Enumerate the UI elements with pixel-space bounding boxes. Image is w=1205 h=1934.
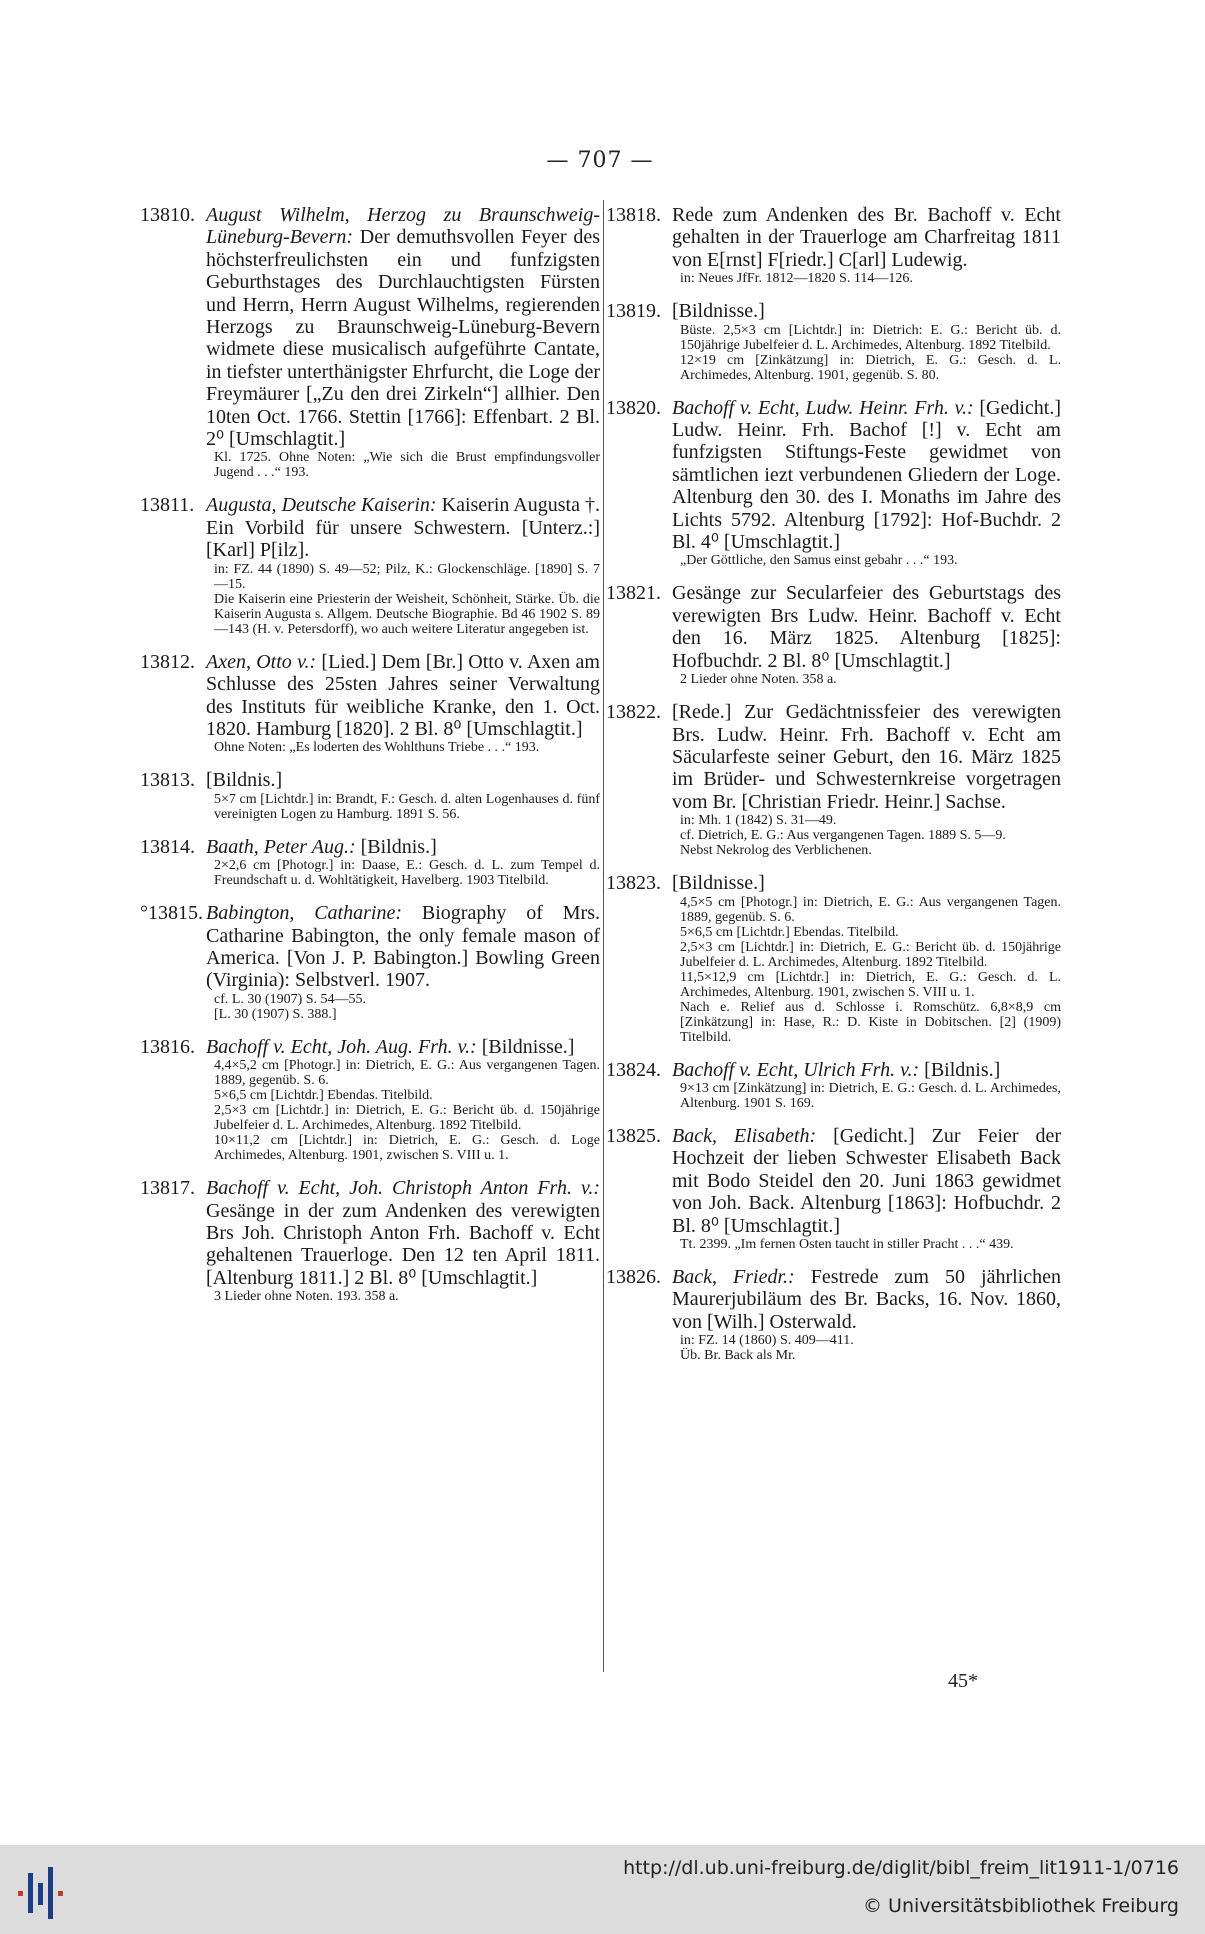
entry-note: Büste. 2,5×3 cm [Lichtdr.] in: Dietrich: E. G.: Bericht üb. d. 150jährige Jubelfeier d. L. Archimedes, Altenburg. 1892 Titelbild.: [680, 322, 1061, 353]
entry-author: Axen, Otto v.:: [206, 650, 317, 673]
entry-author: Babington, Catharine:: [206, 902, 402, 925]
entry-note: 5×7 cm [Lichtdr.] in: Brandt, F.: Gesch. d. alten Logenhauses d. fünf vereinigten Logen zu Hamburg. 1891 S. 56.: [214, 791, 600, 822]
entry-note: in: Neues JfFr. 1812—1820 S. 114—126.: [680, 271, 913, 287]
column-divider: [603, 200, 604, 1672]
entry-text: [Bildnis.]: [206, 769, 283, 792]
entry-number: 13823.: [606, 872, 661, 895]
entry-text: Kaiserin Augusta †. Ein Vorbild für unsere Schwestern. [Unterz.:] [Karl] P[ilz].: [206, 494, 601, 562]
entry-body: [206, 1036, 600, 1058]
bibliography-entry: [606, 300, 1061, 382]
entry-body: [206, 902, 600, 992]
footer-bar: [0, 1845, 1205, 1934]
entry-body: [206, 204, 600, 450]
entry-note: Kl. 1725. Ohne Noten: „Wie sich die Brust empfindungsvoller Jugend . . .“ 193.: [214, 450, 600, 481]
entry-note: [L. 30 (1907) S. 388.]: [214, 1006, 337, 1022]
entry-body: [206, 769, 600, 791]
entry-number: 13820.: [606, 396, 661, 419]
entry-number: 13825.: [606, 1124, 661, 1147]
entry-text: [Gedicht.] Ludw. Heinr. Frh. Bachof [!] v. Echt am funfzigsten Stiftungs-Feste gewidmet von sämtlichen iezt verbundenen Gliedern der Loge. Altenburg den 30. des I. Monaths im Jahre des Lichts 5792. Altenburg [1792]: Hof-Buchdr. 2 Bl. 4⁰ [Umschlagtit.]: [672, 396, 1061, 554]
bibliography-entry: [606, 1266, 1061, 1363]
bibliography-entry: [606, 872, 1061, 1044]
page-number: — 707 —: [546, 148, 654, 173]
entry-number: 13822.: [606, 701, 661, 724]
entry-number: 13811.: [140, 494, 195, 517]
entry-number: °13815.: [140, 902, 203, 925]
left-column: [140, 204, 600, 1318]
entry-note: 4,5×5 cm [Photogr.] in: Dietrich, E. G.: Aus vergangenen Tagen. 1889, gegenüb. S. 6.: [680, 894, 1061, 925]
entry-body: [672, 701, 1061, 813]
entry-note: „Der Göttliche, den Samus einst gebahr . . .“ 193.: [680, 553, 958, 569]
entry-body: [206, 1177, 600, 1289]
entry-note: 9×13 cm [Zinkätzung] in: Dietrich, E. G.: Gesch. d. L. Archimedes, Altenburg. 1901 S. 169.: [680, 1080, 1061, 1111]
entry-body: [206, 651, 600, 741]
entry-body: [206, 494, 600, 561]
entry-body: [672, 397, 1061, 554]
entry-number: 13813.: [140, 769, 195, 792]
bibliography-entry: [606, 1059, 1061, 1111]
entry-number: 13816.: [140, 1035, 195, 1058]
entry-body: [672, 1125, 1061, 1237]
entry-note: 11,5×12,9 cm [Lichtdr.] in: Dietrich, E. G.: Gesch. d. L. Archimedes, Altenburg. 1901, zwischen S. VIII u. 1.: [680, 969, 1061, 1000]
entry-number: 13826.: [606, 1265, 661, 1288]
entry-text: [Lied.] Dem [Br.] Otto v. Axen am Schlusse des 25sten Jahres seiner Verwaltung des Instituts für weibliche Kranke, den 1. Oct. 1820. Hamburg [1820]. 2 Bl. 8⁰ [Umschlagtit.]: [206, 650, 600, 740]
entry-text: [Bildnis.]: [924, 1058, 1001, 1081]
entry-text: Festrede zum 50 jährlichen Maurerjubiläum des Br. Backs, 16. Nov. 1860, von [Wilh.] Osterwald.: [672, 1265, 1061, 1333]
entry-note: in: Mh. 1 (1842) S. 31—49.: [680, 813, 837, 829]
entry-text: [Gedicht.] Zur Feier der Hochzeit der lieben Schwester Elisabeth Back mit Bodo Steidel den 20. Juni 1863 gewidmet von Joh. Back. Altenburg [1863]: Hofbuchdr. 2 Bl. 8⁰ [Umschlagtit.]: [672, 1124, 1062, 1237]
entry-body: [672, 582, 1061, 672]
entry-text: [Bildnisse.]: [672, 300, 765, 323]
entry-note: Ohne Noten: „Es loderten des Wohlthuns Triebe . . .“ 193.: [214, 740, 540, 756]
entry-body: [672, 204, 1061, 271]
entry-text: Biography of Mrs. Catharine Babington, the only female mason of America. [Von J. P. Babington.] Bowling Green (Virginia): Selbstverl. 1907.: [206, 902, 600, 992]
bibliography-entry: [140, 769, 600, 821]
entry-body: [206, 836, 600, 858]
entry-note: in: FZ. 14 (1860) S. 409—411.: [680, 1333, 854, 1349]
entry-number: 13817.: [140, 1177, 195, 1200]
entry-note: cf. Dietrich, E. G.: Aus vergangenen Tagen. 1889 S. 5—9.: [680, 828, 1006, 844]
bibliography-entry: [606, 582, 1061, 687]
entry-body: [672, 1266, 1061, 1333]
entry-text: [Bildnisse.]: [672, 872, 765, 895]
entry-note: cf. L. 30 (1907) S. 54—55.: [214, 991, 367, 1007]
bibliography-entry: [606, 397, 1061, 569]
entry-body: [672, 872, 1061, 894]
entry-note: 2,5×3 cm [Lichtdr.] in: Dietrich, E. G.: Bericht üb. d. 150jährige Jubelfeier d. L. Archimedes, Altenburg. 1892 Titelbild.: [680, 939, 1061, 970]
entry-number: 13821.: [606, 582, 661, 605]
entry-note: 4,4×5,2 cm [Photogr.] in: Dietrich, E. G.: Aus vergangenen Tagen. 1889, gegenüb. S. 6.: [214, 1058, 600, 1089]
bibliography-entry: [606, 701, 1061, 858]
bibliography-entry: [606, 1125, 1061, 1252]
entry-note: Nach e. Relief aus d. Schlosse i. Romschütz. 6,8×8,9 cm [Zinkätzung] in: Hase, R.: D. Kiste in Dobitschen. [2] (1909) Titelbild.: [680, 999, 1061, 1045]
bibliography-entry: [140, 902, 600, 1022]
bibliography-entry: [606, 204, 1061, 286]
entry-note: Tt. 2399. „Im fernen Osten taucht in stiller Pracht . . .“ 439.: [680, 1236, 1014, 1252]
entry-number: 13824.: [606, 1058, 661, 1081]
entry-author: Baath, Peter Aug.:: [206, 835, 356, 858]
entry-text: [Bildnisse.]: [481, 1035, 575, 1058]
bibliography-entry: [140, 1177, 600, 1304]
entry-author: August Wilhelm, Herzog zu Braunschweig-Lüneburg-Bevern:: [206, 204, 600, 249]
bibliography-entry: [140, 1036, 600, 1163]
entry-note: 5×6,5 cm [Lichtdr.] Ebendas. Titelbild.: [680, 924, 899, 940]
entry-note: 2×2,6 cm [Photogr.] in: Daase, E.: Gesch. d. L. zum Tempel d. Freundschaft u. d. Wohltätigkeit, Havelberg. 1903 Titelbild.: [214, 858, 600, 889]
entry-text: [Bildnis.]: [360, 835, 437, 858]
entry-author: Back, Elisabeth:: [672, 1124, 817, 1147]
entry-note: 10×11,2 cm [Lichtdr.] in: Dietrich, E. G.: Gesch. d. Loge Archimedes, Altenburg. 1901, zwischen S. VIII u. 1.: [214, 1133, 600, 1164]
entry-number: 13814.: [140, 835, 195, 858]
entry-text: [Rede.] Zur Gedächtnissfeier des verewigten Brs. Ludw. Heinr. Frh. Bachoff v. Echt am Säcularfeste seiner Geburt, den 16. März 1825 im Brüder- und Schwesternkreise vorgetragen vom Br. [Christian Friedr. Heinr.] Sachse.: [672, 701, 1061, 813]
entry-number: 13819.: [606, 300, 661, 323]
entry-note: Üb. Br. Back als Mr.: [680, 1348, 796, 1364]
entry-text: Der demuthsvollen Feyer des höchsterfreulichsten ein und funfzigsten Geburthstages des Durchlauchtigsten Fürsten und Herrn, Herrn August Wilhelms, regierenden Herzogs zu Braunschweig-Lüneburg-Bevern widmete diese musicalisch aufgeführte Cantate, in tiefster unterthänigster Ehrfurcht, die Loge der Freymäurer [„Zu den drei Zirkeln“] allhier. Den 10ten Oct. 1766. Stettin [1766]: Effenbart. 2 Bl. 2⁰ [Umschlagtit.]: [206, 226, 600, 451]
entry-author: Bachoff v. Echt, Joh. Christoph Anton Frh. v.:: [206, 1177, 600, 1200]
entry-number: 13818.: [606, 204, 661, 226]
bibliography-entry: [140, 204, 600, 480]
entry-text: Rede zum Andenken des Br. Bachoff v. Echt gehalten in der Trauerloge am Charfreitag 1811 von E[rnst] F[riedr.] C[arl] Ludewig.: [672, 204, 1061, 271]
copyright-notice: © Universitätsbibliothek Freiburg: [863, 1895, 1179, 1917]
entry-note: Die Kaiserin eine Priesterin der Weisheit, Schönheit, Stärke. Üb. die Kaiserin Augusta s. Allgem. Deutsche Biographie. Bd 46 1902 S. 89—143 (H. v. Petersdorff), wo auch weitere Literatur angegeben ist.: [214, 591, 600, 637]
entry-author: Augusta, Deutsche Kaiserin:: [206, 494, 437, 517]
entry-note: Nebst Nekrolog des Verblichenen.: [680, 843, 872, 859]
entry-note: 12×19 cm [Zinkätzung] in: Dietrich, E. G.: Gesch. d. L. Archimedes, Altenburg. 1901, gegenüb. S. 80.: [680, 352, 1061, 383]
right-column: [606, 204, 1061, 1377]
bibliography-entry: [140, 651, 600, 756]
entry-body: [672, 1059, 1061, 1081]
entry-note: 3 Lieder ohne Noten. 193. 358 a.: [214, 1289, 399, 1305]
bibliography-entry: [140, 836, 600, 888]
entry-number: 13812.: [140, 650, 195, 673]
entry-author: Bachoff v. Echt, Joh. Aug. Frh. v.:: [206, 1035, 477, 1058]
entry-body: [672, 300, 1061, 322]
entry-text: Gesänge zur Secularfeier des Geburtstags des verewigten Brs Ludw. Heinr. Bachoff v. Echt den 16. März 1825. Altenburg [1825]: Hofbuchdr. 2 Bl. 8⁰ [Umschlagtit.]: [672, 582, 1061, 672]
entry-author: Bachoff v. Echt, Ulrich Frh. v.:: [672, 1058, 920, 1081]
ub-freiburg-logo-icon: [14, 1865, 74, 1921]
entry-author: Bachoff v. Echt, Ludw. Heinr. Frh. v.:: [672, 396, 974, 419]
bibliography-entry: [140, 494, 600, 636]
signature-mark: 45*: [948, 1670, 978, 1692]
entry-note: 2 Lieder ohne Noten. 358 a.: [680, 672, 837, 688]
entry-note: 2,5×3 cm [Lichtdr.] in: Dietrich, E. G.: Bericht üb. d. 150jährige Jubelfeier d. L. Archimedes, Altenburg. 1892 Titelbild.: [214, 1103, 600, 1134]
entry-note: in: FZ. 44 (1890) S. 49—52; Pilz, K.: Glockenschläge. [1890] S. 7—15.: [214, 561, 600, 592]
entry-author: Back, Friedr.:: [672, 1265, 795, 1288]
entry-text: Gesänge in der zum Andenken des verewigten Brs Joh. Christoph Anton Frh. Bachoff v. Echt gehaltenen Trauerloge. Den 12 ten April 1811. [Altenburg 1811.] 2 Bl. 8⁰ [Umschlagtit.]: [206, 1199, 600, 1289]
entry-number: 13810.: [140, 204, 195, 226]
document-url[interactable]: http://dl.ub.uni-freiburg.de/diglit/bibl_freim_lit1911-1/0716: [623, 1857, 1179, 1879]
entry-note: 5×6,5 cm [Lichtdr.] Ebendas. Titelbild.: [214, 1088, 433, 1104]
